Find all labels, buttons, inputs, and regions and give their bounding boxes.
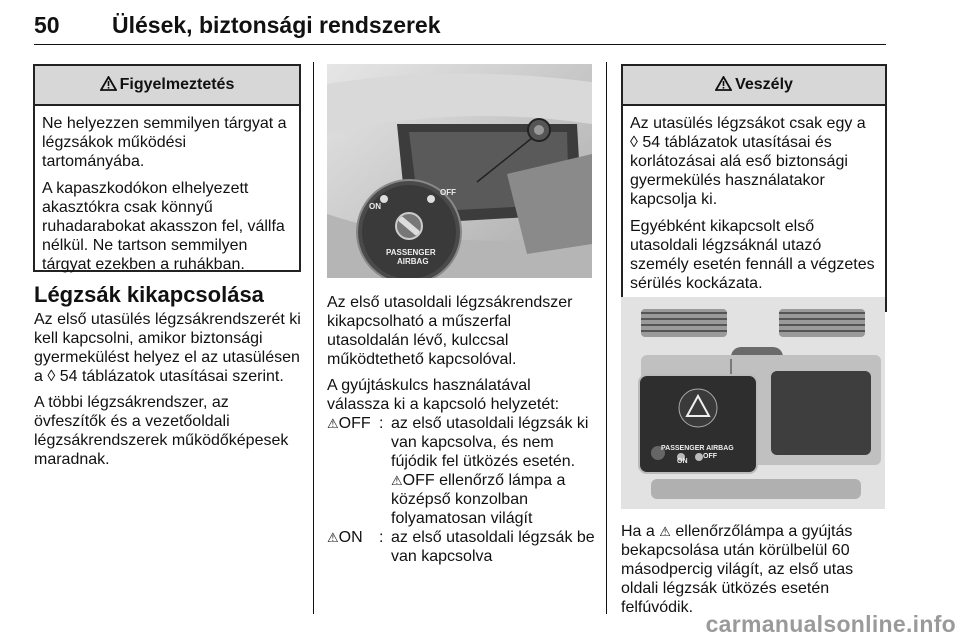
- warning-box-header: [35, 66, 299, 106]
- option-off-text-1: az első utasoldali légzsák ki van kapcsolva, és nem fújódik fel ütközés esetén.: [391, 415, 589, 470]
- console-indicator-photo: [621, 297, 885, 509]
- option-off-key: ⚠︎OFF: [327, 415, 371, 432]
- middle-paragraph-2: A gyújtáskulcs használatával válassza ki a kapcsoló helyzetét:: [327, 377, 560, 413]
- danger-box-body: [623, 106, 885, 299]
- section-heading: Légzsák kikapcsolása: [34, 282, 264, 307]
- switch-label-on: ON: [369, 202, 381, 211]
- middle-text: [327, 293, 595, 566]
- danger-box-title: Veszély: [735, 76, 793, 93]
- option-colon: :: [379, 415, 384, 432]
- section-text: [34, 310, 304, 476]
- option-colon: :: [379, 529, 384, 546]
- option-off-text-2: ⚠︎OFF ellenőrző lámpa a középső konzolban folyamatosan világít: [391, 472, 566, 527]
- switch-label-passenger: PASSENGER: [386, 248, 436, 257]
- warning-triangle-icon: [100, 76, 117, 91]
- warning-triangle-icon: [715, 76, 732, 91]
- option-off-row: [327, 414, 595, 528]
- indicator-label-off: OFF: [703, 453, 717, 460]
- indicator-label-on: ON: [677, 458, 688, 465]
- page-number: 50: [34, 12, 60, 38]
- right-text: [621, 522, 883, 617]
- glovebox-illustration: [327, 64, 592, 278]
- warning-paragraph: A kapaszkodókon elhelyezett akasztókra csak könnyű ruhadarabokat akasszon fel, vállfa nélkül. Ne tartson semmilyen tárgyat ezekben a ruhákban.: [42, 180, 285, 273]
- indicator-label: PASSENGER AIRBAG: [661, 445, 734, 452]
- warning-box-body: [35, 106, 299, 280]
- option-on-value: az első utasoldali légzsák be van kapcsolva: [391, 529, 595, 565]
- switch-label-off: OFF: [440, 188, 456, 197]
- glovebox-switch-photo: [327, 64, 592, 278]
- airbag-off-icon: ⚠︎: [391, 473, 403, 488]
- danger-box: [621, 64, 887, 312]
- middle-paragraph-1: Az első utasoldali légzsákrendszer kikapcsolható a műszerfal utasoldalán lévő, kulccsal működtethető kapcsolóval.: [327, 294, 573, 368]
- column-divider-right: [606, 62, 607, 614]
- console-illustration: [621, 297, 885, 509]
- danger-box-header: [623, 66, 885, 106]
- danger-paragraph: Az utasülés légzsákot csak egy a ◊ 54 táblázatok utasításai és korlátozásai alá eső biztonsági gyermekülés használatakor kapcsolja ki.: [630, 115, 866, 208]
- watermark: carmanualsonline.info: [705, 611, 956, 637]
- warning-box-title: Figyelmeztetés: [119, 76, 235, 93]
- section-paragraph-1: Az első utasülés légzsákrendszerét ki kell kapcsolni, amikor biztonsági gyermekülést helyez el az utasülésen a ◊ 54 táblázatok utasításai szerint.: [34, 311, 301, 385]
- switch-label-airbag: AIRBAG: [397, 257, 429, 266]
- option-on-row: [327, 528, 595, 566]
- column-divider-left: [313, 62, 314, 614]
- page-header: [34, 8, 886, 45]
- airbag-off-icon: ⚠︎: [327, 416, 339, 431]
- airbag-on-icon: ⚠︎: [327, 530, 339, 545]
- airbag-on-icon: ⚠︎: [659, 524, 671, 539]
- warning-paragraph: Ne helyezzen semmilyen tárgyat a légzsákok működési tartományába.: [42, 115, 287, 170]
- right-paragraph: Ha a ⚠︎ ellenőrzőlámpa a gyújtás bekapcsolása után körülbelül 60 másodpercig világít, az első utas oldali légzsák ütközés esetén felfúvódik.: [621, 523, 854, 616]
- warning-box: [33, 64, 301, 272]
- option-off-value: [391, 414, 595, 528]
- page-title: Ülések, biztonsági rendszerek: [112, 12, 441, 38]
- option-on-key: ⚠︎ON: [327, 529, 363, 546]
- danger-paragraph: Egyébként kikapcsolt első utasoldali légzsáknál utazó személy esetén fennáll a végzetes sérülés kockázata.: [630, 218, 875, 292]
- section-paragraph-2: A többi légzsákrendszer, az övfeszítők és a vezetőoldali légzsákrendszerek működőképesek maradnak.: [34, 394, 289, 468]
